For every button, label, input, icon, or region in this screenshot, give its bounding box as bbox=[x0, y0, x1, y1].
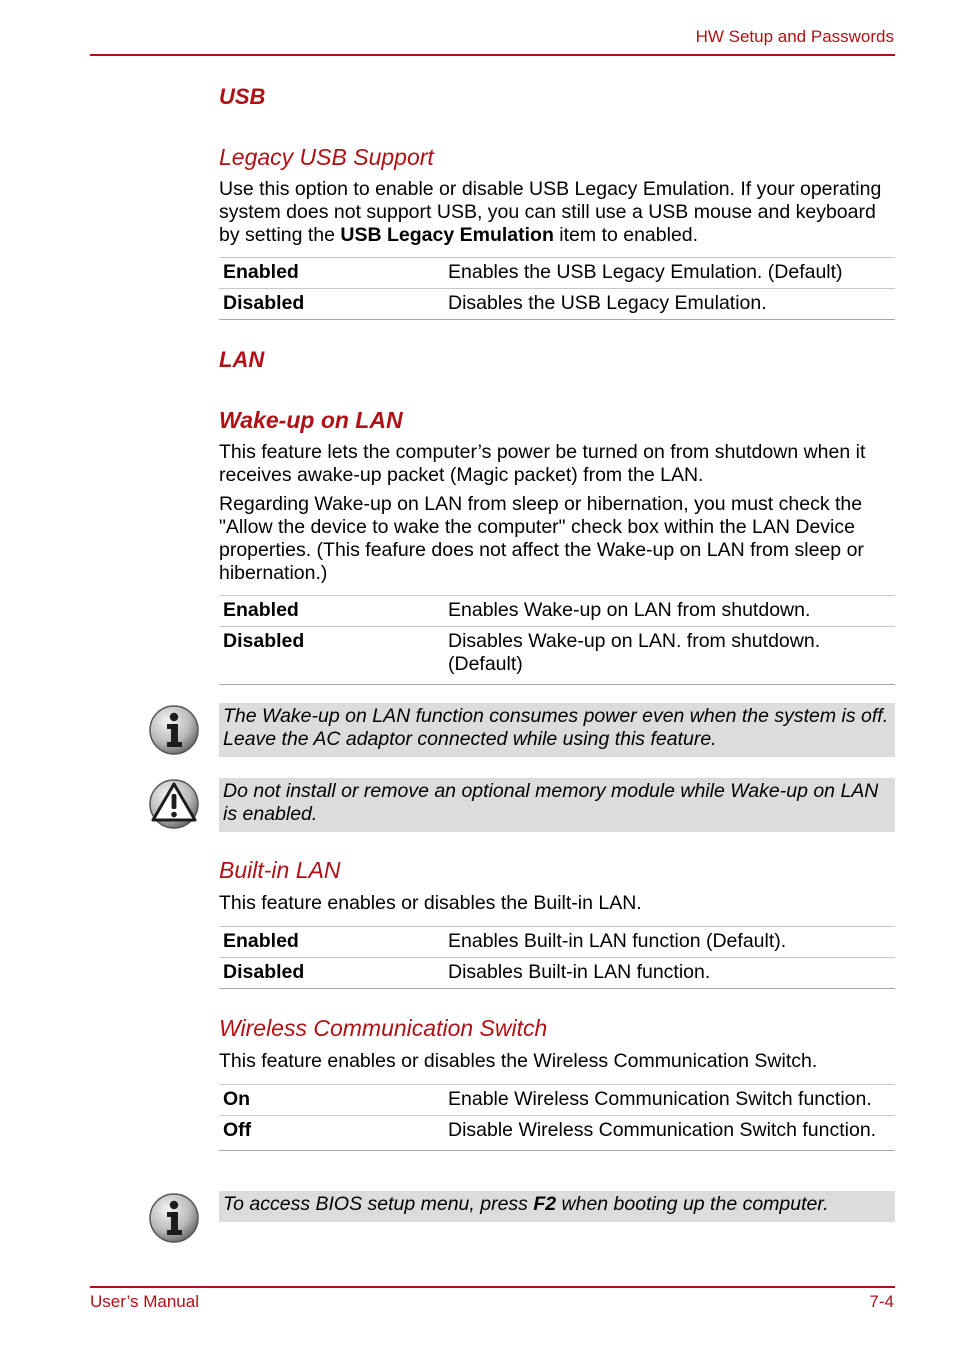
option-value: Disables Wake-up on LAN. from shutdown. (Default) bbox=[448, 630, 821, 675]
lan-heading: LAN bbox=[219, 347, 265, 372]
footer-manual-title: User’s Manual bbox=[90, 1292, 199, 1311]
option-key: Enabled bbox=[223, 930, 299, 952]
option-key: Disabled bbox=[223, 292, 305, 314]
table-row bbox=[219, 958, 895, 989]
wake-on-lan-paragraph-1: This feature lets the computer’s power be turned on from shutdown when it receives awake-up packet (Magic packet) from the LAN. bbox=[219, 441, 866, 486]
wake-on-lan-note: The Wake-up on LAN function consumes power even when the system is off. Leave the AC adaptor connected while using this feature. bbox=[219, 703, 895, 757]
option-value: Disables Built-in LAN function. bbox=[448, 961, 711, 983]
option-value: Enables the USB Legacy Emulation. (Default) bbox=[448, 261, 843, 283]
wake-on-lan-table bbox=[219, 595, 895, 685]
option-value: Enables Wake-up on LAN from shutdown. bbox=[448, 599, 811, 621]
legacy-usb-title: Legacy USB Support bbox=[219, 144, 434, 170]
option-value: Disables the USB Legacy Emulation. bbox=[448, 292, 767, 314]
option-value: Enables Built-in LAN function (Default). bbox=[448, 930, 787, 952]
option-key: Enabled bbox=[223, 261, 299, 283]
table-row bbox=[219, 1116, 895, 1151]
legacy-usb-table bbox=[219, 257, 895, 320]
page-number: 7-4 bbox=[869, 1292, 894, 1311]
running-header: HW Setup and Passwords bbox=[695, 27, 894, 46]
wireless-switch-title: Wireless Communication Switch bbox=[219, 1015, 548, 1041]
caution-icon bbox=[148, 778, 200, 830]
builtin-lan-title: Built-in LAN bbox=[219, 857, 341, 883]
option-value: Enable Wireless Communication Switch function. bbox=[448, 1088, 872, 1110]
legacy-usb-description: Use this option to enable or disable USB Legacy Emulation. If your operating system does not support USB, you can still use a USB mouse and keyboard by setting the USB Legacy Emulation item to enabled. bbox=[219, 178, 882, 246]
footer-rule bbox=[90, 1286, 895, 1288]
builtin-lan-table bbox=[219, 926, 895, 989]
usb-heading: USB bbox=[219, 84, 266, 109]
wireless-switch-table bbox=[219, 1084, 895, 1151]
option-key: On bbox=[223, 1088, 251, 1110]
table-row bbox=[219, 927, 895, 958]
option-key: Disabled bbox=[223, 630, 305, 652]
table-row bbox=[219, 289, 895, 320]
option-key: Off bbox=[223, 1119, 252, 1141]
option-key: Enabled bbox=[223, 599, 299, 621]
builtin-lan-description: This feature enables or disables the Built-in LAN. bbox=[219, 892, 642, 914]
table-row bbox=[219, 627, 895, 685]
info-icon bbox=[148, 1192, 200, 1244]
table-row bbox=[219, 596, 895, 627]
option-key: Disabled bbox=[223, 961, 305, 983]
option-value: Disable Wireless Communication Switch function. bbox=[448, 1119, 877, 1141]
memory-caution-note: Do not install or remove an optional memory module while Wake-up on LAN is enabled. bbox=[219, 778, 895, 832]
table-row bbox=[219, 258, 895, 289]
wake-on-lan-title: Wake-up on LAN bbox=[219, 407, 403, 433]
info-icon bbox=[148, 704, 200, 756]
table-row bbox=[219, 1085, 895, 1116]
wake-on-lan-paragraph-2: Regarding Wake-up on LAN from sleep or hibernation, you must check the "Allow the device to wake the computer" check box within the LAN Device properties. (This feafure does not affect the Wake-up on LAN from sleep or hibernation.) bbox=[219, 493, 864, 584]
bios-note: To access BIOS setup menu, press F2 when booting up the computer. bbox=[219, 1191, 895, 1222]
header-rule bbox=[90, 54, 895, 56]
wireless-switch-description: This feature enables or disables the Wireless Communication Switch. bbox=[219, 1050, 818, 1072]
